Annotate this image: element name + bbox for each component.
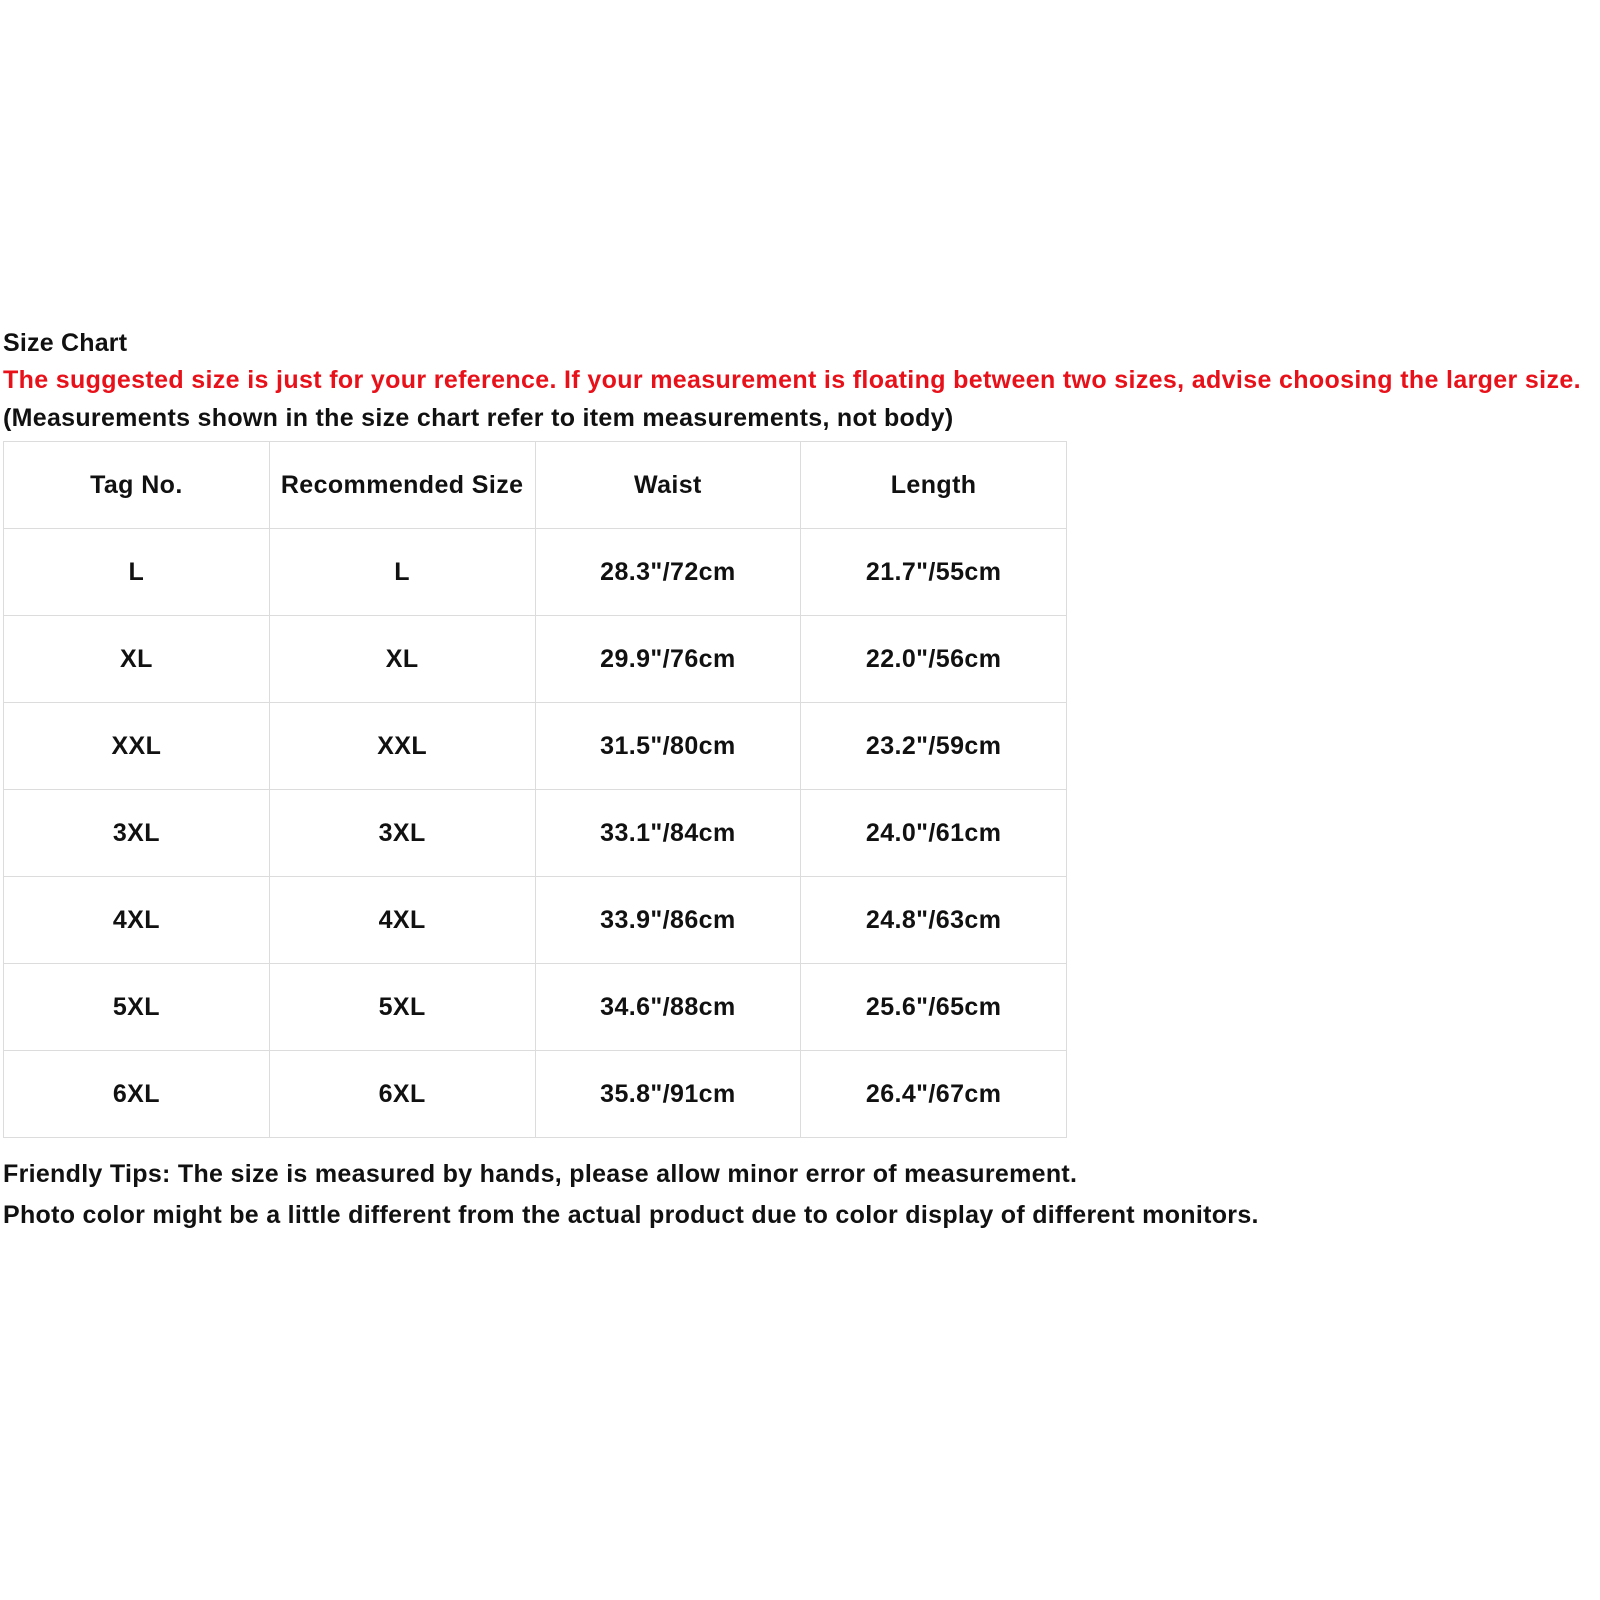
cell-length: 26.4"/67cm	[801, 1051, 1067, 1138]
size-reference-notice: The suggested size is just for your reference. If your measurement is floating between two sizes, advise choosing the larger size.	[3, 366, 1581, 394]
friendly-tips	[3, 1154, 1597, 1236]
tip-photo-color: Photo color might be a little different from the actual product due to color display of different monitors.	[3, 1201, 1259, 1229]
cell-waist: 33.9"/86cm	[535, 877, 801, 964]
cell-length: 25.6"/65cm	[801, 964, 1067, 1051]
cell-tag-no: 5XL	[4, 964, 270, 1051]
table-row	[4, 529, 1067, 616]
table-header-row	[4, 442, 1067, 529]
cell-length: 22.0"/56cm	[801, 616, 1067, 703]
cell-recommended-size: 5XL	[269, 964, 535, 1051]
table-row	[4, 703, 1067, 790]
cell-tag-no: 4XL	[4, 877, 270, 964]
cell-waist: 31.5"/80cm	[535, 703, 801, 790]
cell-length: 23.2"/59cm	[801, 703, 1067, 790]
table-row	[4, 964, 1067, 1051]
cell-tag-no: 3XL	[4, 790, 270, 877]
cell-waist: 35.8"/91cm	[535, 1051, 801, 1138]
cell-waist: 29.9"/76cm	[535, 616, 801, 703]
cell-recommended-size: L	[269, 529, 535, 616]
cell-recommended-size: 6XL	[269, 1051, 535, 1138]
cell-recommended-size: 3XL	[269, 790, 535, 877]
cell-length: 24.8"/63cm	[801, 877, 1067, 964]
tip-measurement: Friendly Tips: The size is measured by hands, please allow minor error of measurement.	[3, 1160, 1078, 1188]
size-chart-document	[3, 328, 1597, 1236]
cell-tag-no: L	[4, 529, 270, 616]
table-row	[4, 790, 1067, 877]
cell-recommended-size: XXL	[269, 703, 535, 790]
cell-waist: 33.1"/84cm	[535, 790, 801, 877]
header-recommended-size: Recommended Size	[269, 442, 535, 529]
measurement-note: (Measurements shown in the size chart refer to item measurements, not body)	[3, 404, 954, 432]
header-waist: Waist	[535, 442, 801, 529]
size-chart-title: Size Chart	[3, 329, 128, 357]
cell-waist: 34.6"/88cm	[535, 964, 801, 1051]
cell-recommended-size: XL	[269, 616, 535, 703]
table-row	[4, 616, 1067, 703]
table-row	[4, 877, 1067, 964]
cell-length: 24.0"/61cm	[801, 790, 1067, 877]
cell-recommended-size: 4XL	[269, 877, 535, 964]
header-tag-no: Tag No.	[4, 442, 270, 529]
header-length: Length	[801, 442, 1067, 529]
cell-tag-no: XXL	[4, 703, 270, 790]
cell-length: 21.7"/55cm	[801, 529, 1067, 616]
table-row	[4, 1051, 1067, 1138]
size-table	[3, 441, 1067, 1138]
cell-tag-no: XL	[4, 616, 270, 703]
cell-tag-no: 6XL	[4, 1051, 270, 1138]
cell-waist: 28.3"/72cm	[535, 529, 801, 616]
